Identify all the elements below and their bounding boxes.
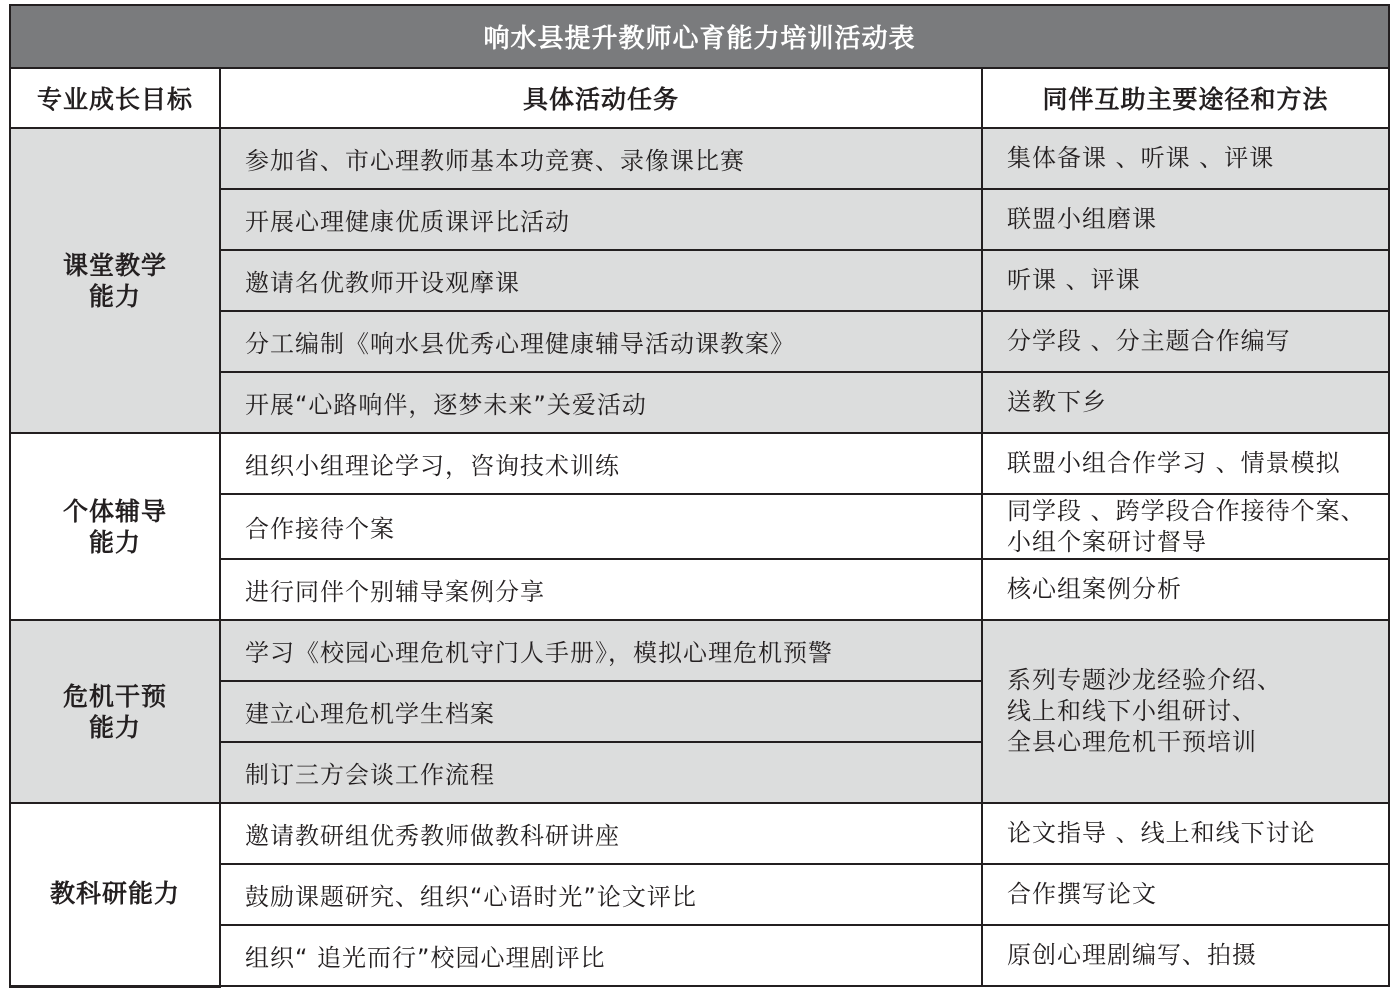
header-professional-goal: 专业成长目标 (10, 68, 220, 128)
method-cell: 论文指导 、线上和线下讨论 (982, 803, 1389, 864)
method-cell: 合作撰写论文 (982, 864, 1389, 925)
category-individual-counseling: 个体辅导 能力 (10, 433, 220, 620)
task-cell: 建立心理危机学生档案 (220, 681, 982, 742)
method-cell: 听课 、评课 (982, 250, 1389, 311)
task-cell: 邀请教研组优秀教师做教科研讲座 (220, 803, 982, 864)
method-cell: 联盟小组磨课 (982, 189, 1389, 250)
task-cell: 参加省、市心理教师基本功竞赛、录像课比赛 (220, 128, 982, 189)
task-cell: 开展“心路响伴，逐梦未来”关爱活动 (220, 372, 982, 433)
activity-table (9, 4, 1390, 988)
method-cell: 集体备课 、听课 、评课 (982, 128, 1389, 189)
task-cell: 鼓励课题研究、组织“心语时光”论文评比 (220, 864, 982, 925)
method-cell-merged: 系列专题沙龙经验介绍、 线上和线下小组研讨、 全县心理危机干预培训 (982, 620, 1389, 803)
table-row (10, 803, 1389, 864)
header-peer-method: 同伴互助主要途径和方法 (982, 68, 1389, 128)
task-cell: 学习《校园心理危机守门人手册》，模拟心理危机预警 (220, 620, 982, 681)
table-row (10, 128, 1389, 189)
task-cell: 组织小组理论学习，咨询技术训练 (220, 433, 982, 494)
task-cell: 合作接待个案 (220, 494, 982, 559)
task-cell: 组织“ 追光而行”校园心理剧评比 (220, 925, 982, 986)
task-cell: 进行同伴个别辅导案例分享 (220, 559, 982, 620)
category-teaching-research: 教科研能力 (10, 803, 220, 986)
task-cell: 制订三方会谈工作流程 (220, 742, 982, 803)
task-cell: 开展心理健康优质课评比活动 (220, 189, 982, 250)
category-crisis-intervention: 危机干预 能力 (10, 620, 220, 803)
header-activity-task: 具体活动任务 (220, 68, 982, 128)
method-cell: 分学段 、分主题合作编写 (982, 311, 1389, 372)
category-classroom-teaching: 课堂教学 能力 (10, 128, 220, 433)
table-title: 响水县提升教师心育能力培训活动表 (10, 5, 1389, 68)
table-row (10, 620, 1389, 681)
method-cell: 核心组案例分析 (982, 559, 1389, 620)
task-cell: 分工编制《响水县优秀心理健康辅导活动课教案》 (220, 311, 982, 372)
activity-table-sheet (9, 4, 1388, 984)
table-row (10, 433, 1389, 494)
method-cell: 同学段 、跨学段合作接待个案、 小组个案研讨督导 (982, 494, 1389, 559)
method-cell: 送教下乡 (982, 372, 1389, 433)
task-cell: 邀请名优教师开设观摩课 (220, 250, 982, 311)
method-cell: 原创心理剧编写、拍摄 (982, 925, 1389, 986)
method-cell: 联盟小组合作学习 、情景模拟 (982, 433, 1389, 494)
